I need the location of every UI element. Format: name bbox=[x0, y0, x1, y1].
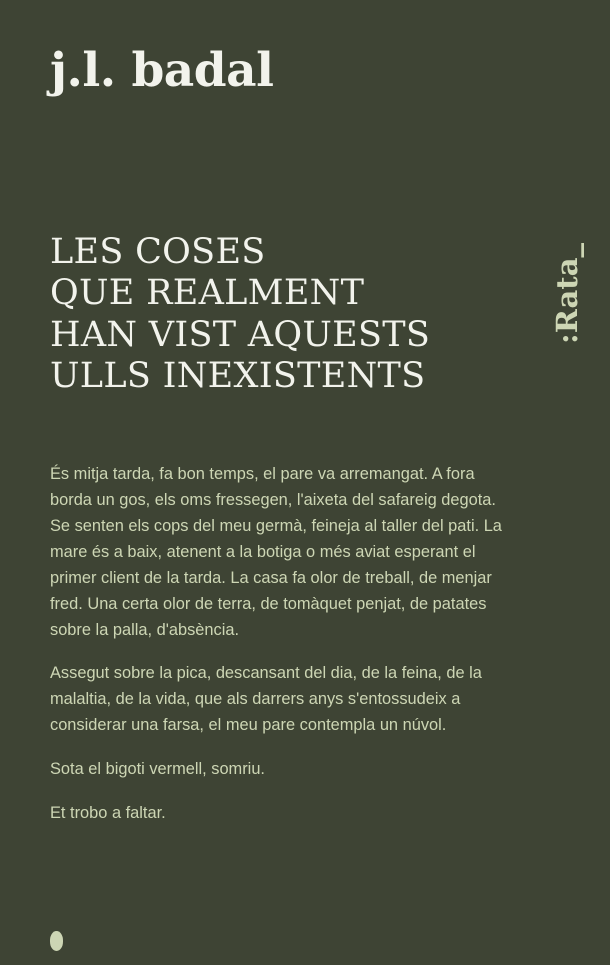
title-line-2: QUE REALMENT bbox=[50, 273, 365, 314]
blurb-paragraph-4: Et trobo a faltar. bbox=[50, 804, 166, 823]
book-title bbox=[50, 232, 470, 397]
blurb-text bbox=[50, 462, 502, 827]
title-line-3: HAN VIST AQUESTS bbox=[50, 314, 431, 355]
author-name: j.l. badal bbox=[50, 43, 274, 98]
title-line-1: LES COSES bbox=[50, 232, 266, 272]
blurb-paragraph-1: És mitja tarda, fa bon temps, el pare va arremangat. A fora borda un gos, els oms fressegen, l'aixeta del safareig degota. Se senten els cops del meu germà, feineja al taller del pati. La mare és a baix, atenent a la botiga o més aviat esperant el primer client de la tarda. La casa fa olor de treball, de menjar fred. Una certa olor de terra, de tomàquet penjat, de patates sobre la palla, d'absència. bbox=[50, 465, 502, 639]
blurb-paragraph-2: Assegut sobre la pica, descansant del dia, de la feina, de la malaltia, de la vida, que als darrers anys s'entossudeix a considerar una farsa, el meu pare contempla un núvol. bbox=[50, 664, 482, 735]
blurb-paragraph-3: Sota el bigoti vermell, somriu. bbox=[50, 760, 265, 779]
imprint-dot-icon bbox=[50, 931, 63, 951]
title-line-4: ULLS INEXISTENTS bbox=[50, 355, 426, 396]
publisher-imprint: :Rata_ bbox=[550, 243, 584, 344]
